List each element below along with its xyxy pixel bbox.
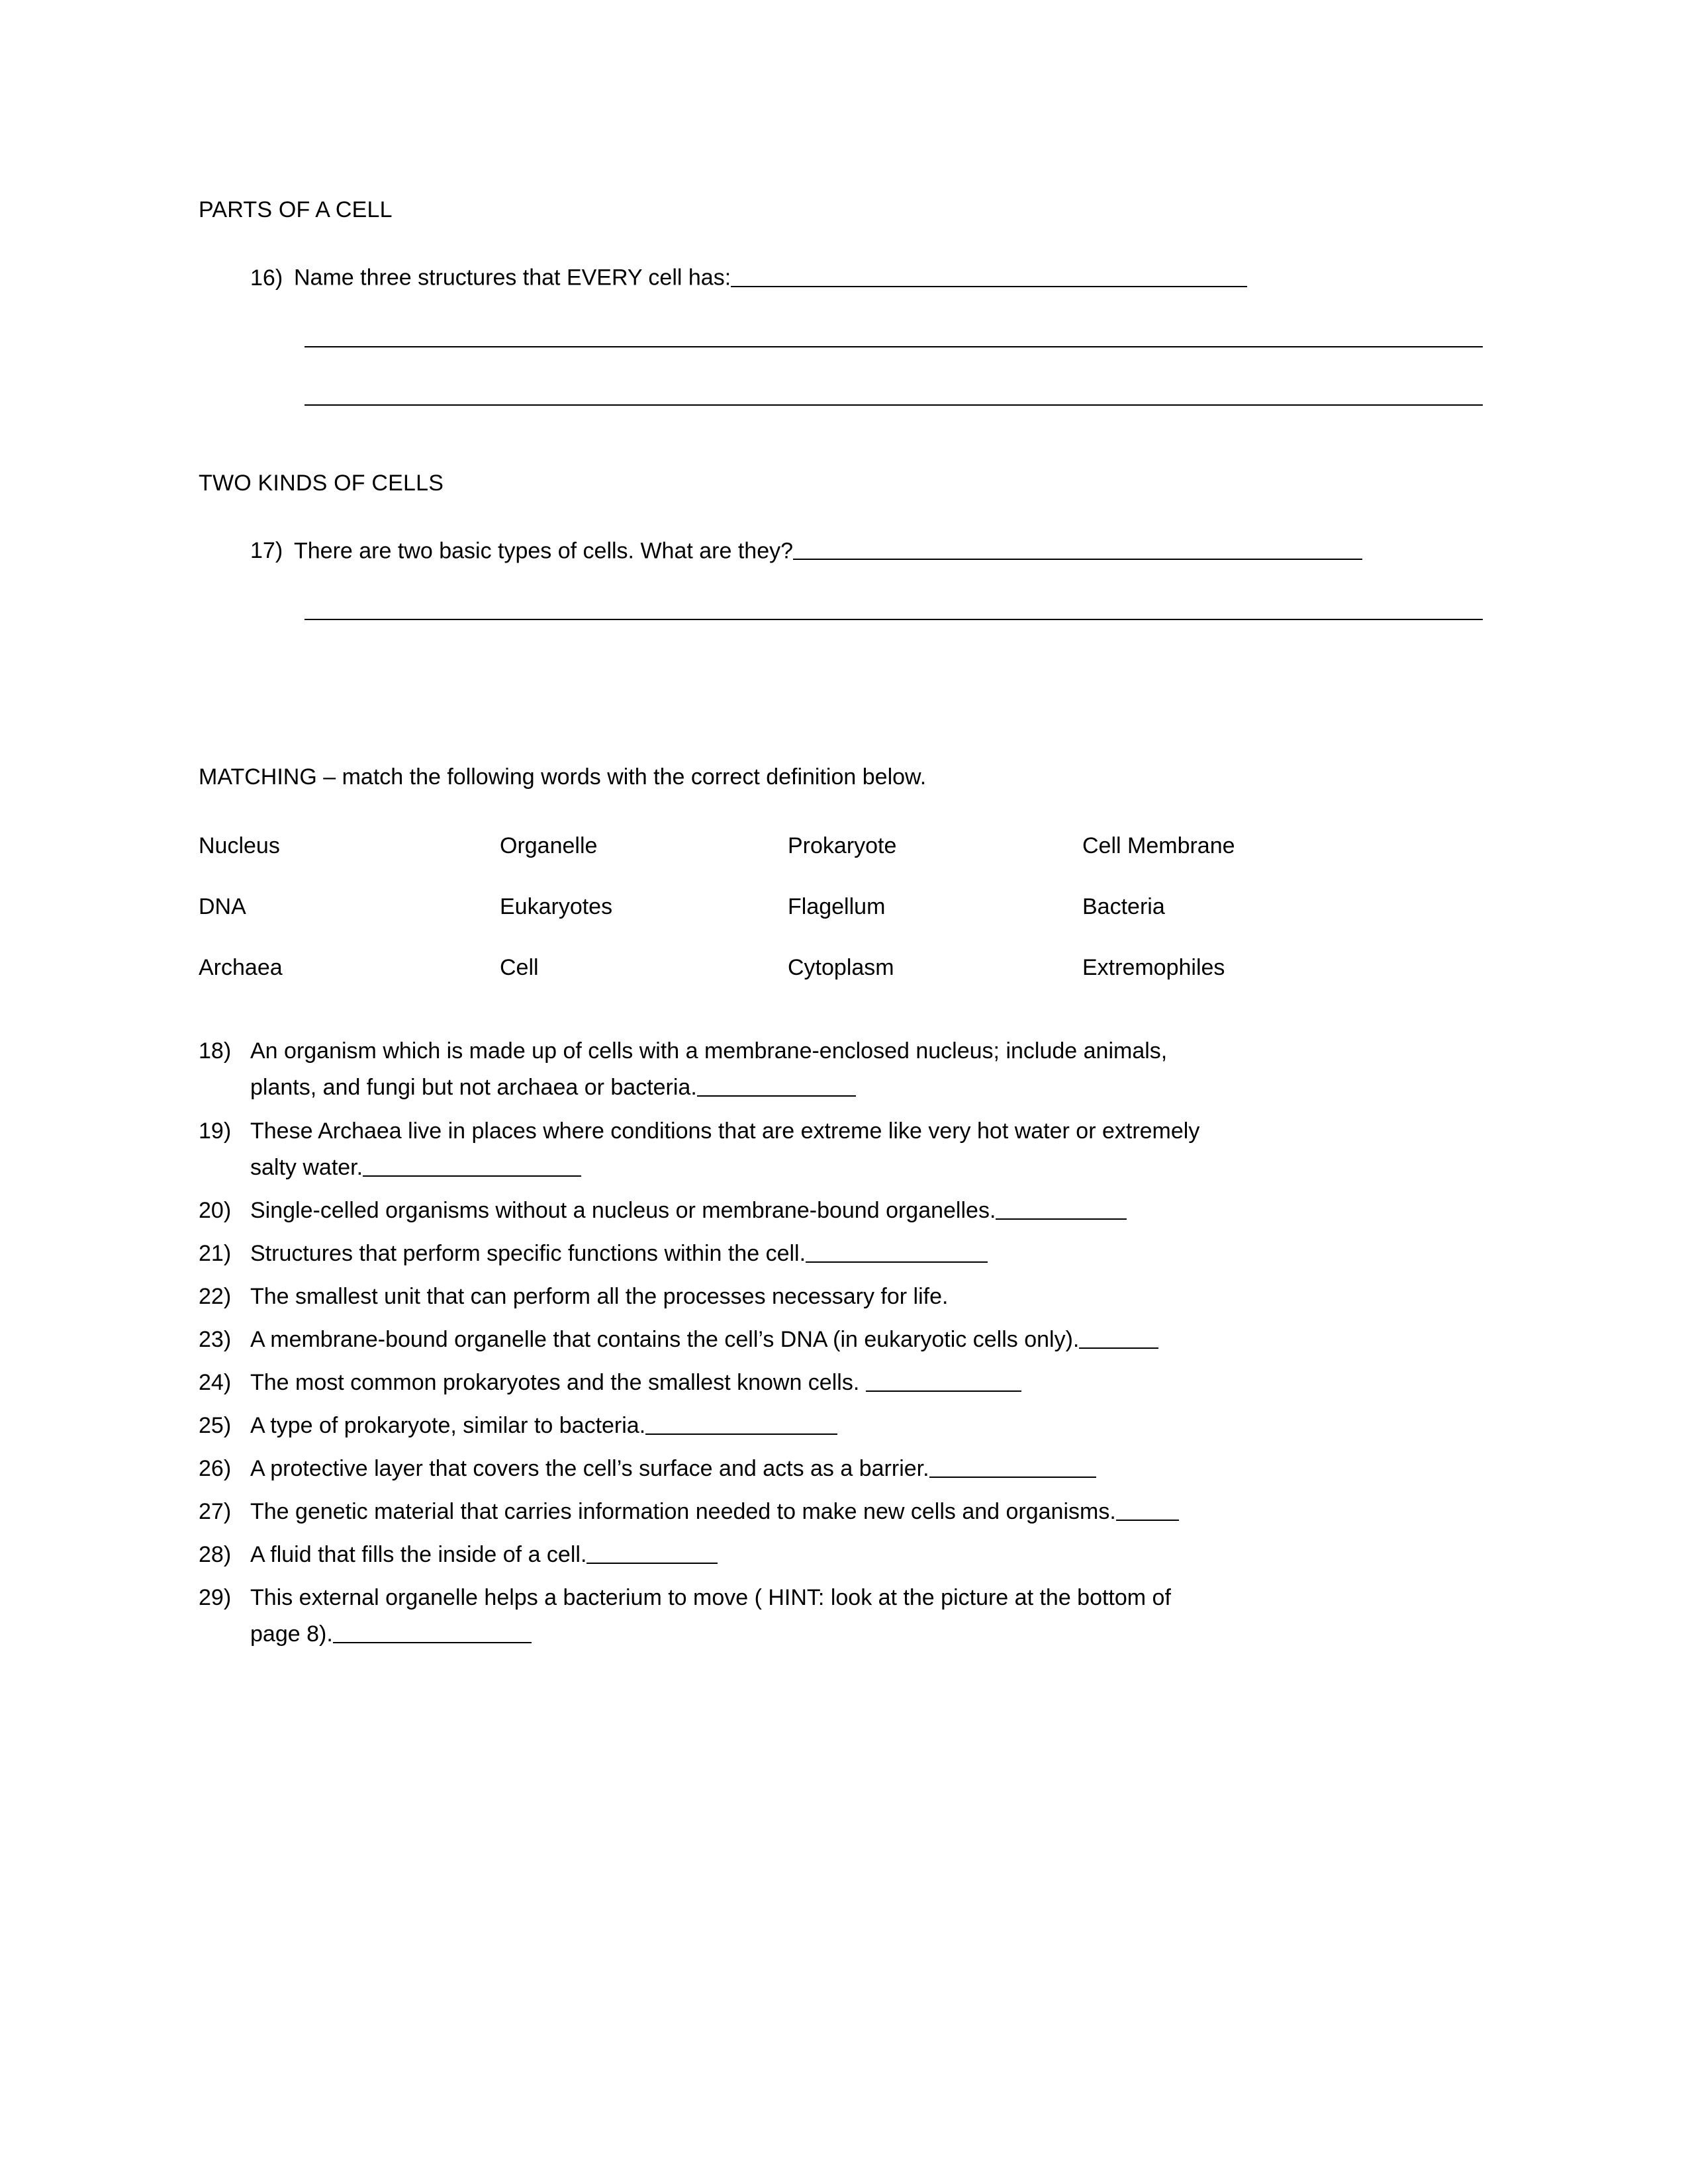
- answer-blank-29[interactable]: [333, 1619, 532, 1644]
- answer-blank-25[interactable]: [645, 1410, 837, 1435]
- word-bank-item: Archaea: [199, 955, 283, 981]
- matching-item-19-number: 19): [199, 1118, 232, 1144]
- question-16-number: 16): [250, 265, 283, 291]
- matching-item-24-line1: The most common prokaryotes and the smallest known cells.: [250, 1370, 866, 1395]
- matching-item-22-line1: The smallest unit that can perform all the processes necessary for life.: [250, 1283, 949, 1309]
- answer-blank-19[interactable]: [363, 1152, 581, 1177]
- matching-item-29-line1: This external organelle helps a bacterium to move ( HINT: look at the picture at the bottom of: [250, 1585, 1171, 1611]
- matching-item-27-line1: The genetic material that carries information needed to make new cells and organisms.: [250, 1499, 1116, 1525]
- matching-item-29-line2-wrap: [250, 1616, 1489, 1653]
- matching-item-29: [199, 1580, 1489, 1653]
- word-bank: [199, 835, 1390, 1017]
- question-17-text: There are two basic types of cells. What are they?: [294, 538, 794, 564]
- matching-item-18-line2-wrap: [250, 1069, 1489, 1106]
- matching-item-21-number: 21): [199, 1240, 232, 1266]
- matching-item-19-line1: These Archaea live in places where conditions that are extreme like very hot water or extremely: [250, 1118, 1200, 1144]
- matching-item-23: [199, 1322, 1489, 1358]
- matching-item-27: [199, 1494, 1489, 1530]
- matching-item-22-number: 22): [199, 1283, 232, 1309]
- answer-blank-21[interactable]: [806, 1238, 988, 1263]
- matching-item-29-number: 29): [199, 1585, 232, 1611]
- matching-item-23-line1: A membrane-bound organelle that contains the cell’s DNA (in eukaryotic cells only).: [250, 1326, 1080, 1352]
- matching-item-21-line1: Structures that perform specific functions within the cell.: [250, 1240, 806, 1266]
- answer-blank-24[interactable]: [866, 1367, 1021, 1392]
- matching-item-25-number: 25): [199, 1413, 232, 1439]
- matching-item-18-line2: plants, and fungi but not archaea or bacteria.: [250, 1075, 697, 1101]
- matching-question-list: [199, 1033, 1489, 1653]
- word-bank-item: DNA: [199, 894, 246, 920]
- word-bank-item: Eukaryotes: [500, 894, 613, 920]
- word-bank-item: Cell Membrane: [1082, 833, 1235, 859]
- matching-item-19-line2: salty water.: [250, 1154, 363, 1180]
- matching-instructions: MATCHING – match the following words with the correct definition below.: [199, 764, 927, 790]
- word-bank-item: Cell: [500, 955, 539, 981]
- matching-item-20: [199, 1193, 1489, 1229]
- matching-item-25: [199, 1408, 1489, 1444]
- word-bank-item: Flagellum: [788, 894, 886, 920]
- matching-item-27-number: 27): [199, 1499, 232, 1525]
- worksheet-body: [199, 199, 1489, 1653]
- question-17-number: 17): [250, 538, 283, 564]
- answer-blank-16a[interactable]: [731, 262, 1247, 287]
- answer-blank-27[interactable]: [1116, 1496, 1179, 1522]
- answer-blank-17a[interactable]: [793, 535, 1362, 561]
- matching-item-18-number: 18): [199, 1038, 232, 1064]
- matching-item-29-line2: page 8).: [250, 1621, 333, 1647]
- matching-item-18-line1: An organism which is made up of cells with a membrane-enclosed nucleus; include animals,: [250, 1038, 1168, 1064]
- word-bank-item: Cytoplasm: [788, 955, 894, 981]
- word-bank-row: [199, 835, 1390, 895]
- matching-item-24: [199, 1365, 1489, 1401]
- section-heading-two-kinds-of-cells: TWO KINDS OF CELLS: [199, 470, 444, 496]
- answer-blank-20[interactable]: [996, 1195, 1127, 1220]
- matching-item-26-line1: A protective layer that covers the cell’s surface and acts as a barrier.: [250, 1456, 929, 1482]
- answer-blank-18[interactable]: [697, 1072, 856, 1097]
- answer-blank-28[interactable]: [586, 1539, 718, 1565]
- matching-item-26-number: 26): [199, 1456, 232, 1482]
- matching-item-21: [199, 1236, 1489, 1272]
- word-bank-row: [199, 895, 1390, 956]
- question-16-text: Name three structures that EVERY cell has:: [294, 265, 731, 291]
- word-bank-item: Extremophiles: [1082, 955, 1225, 981]
- matching-item-26: [199, 1451, 1489, 1487]
- matching-item-20-number: 20): [199, 1197, 232, 1223]
- matching-item-22: [199, 1279, 1489, 1315]
- question-17: [199, 535, 1489, 563]
- word-bank-row: [199, 956, 1390, 1017]
- matching-item-28-number: 28): [199, 1542, 232, 1568]
- matching-item-28-line1: A fluid that fills the inside of a cell.: [250, 1542, 587, 1568]
- word-bank-item: Nucleus: [199, 833, 280, 859]
- answer-blank-23[interactable]: [1079, 1324, 1158, 1349]
- question-16: [199, 262, 1489, 289]
- matching-item-19: [199, 1113, 1489, 1186]
- matching-item-25-line1: A type of prokaryote, similar to bacteria.: [250, 1413, 646, 1439]
- matching-item-20-line1: Single-celled organisms without a nucleus or membrane-bound organelles.: [250, 1197, 996, 1223]
- section-heading-parts-of-a-cell: PARTS OF A CELL: [199, 197, 393, 222]
- matching-item-24-number: 24): [199, 1370, 232, 1395]
- matching-item-18: [199, 1033, 1489, 1106]
- word-bank-item: Bacteria: [1082, 894, 1165, 920]
- matching-item-23-number: 23): [199, 1326, 232, 1352]
- matching-item-19-line2-wrap: [250, 1150, 1489, 1186]
- word-bank-item: Organelle: [500, 833, 598, 859]
- matching-item-28: [199, 1537, 1489, 1573]
- word-bank-item: Prokaryote: [788, 833, 897, 859]
- answer-blank-26[interactable]: [929, 1453, 1096, 1478]
